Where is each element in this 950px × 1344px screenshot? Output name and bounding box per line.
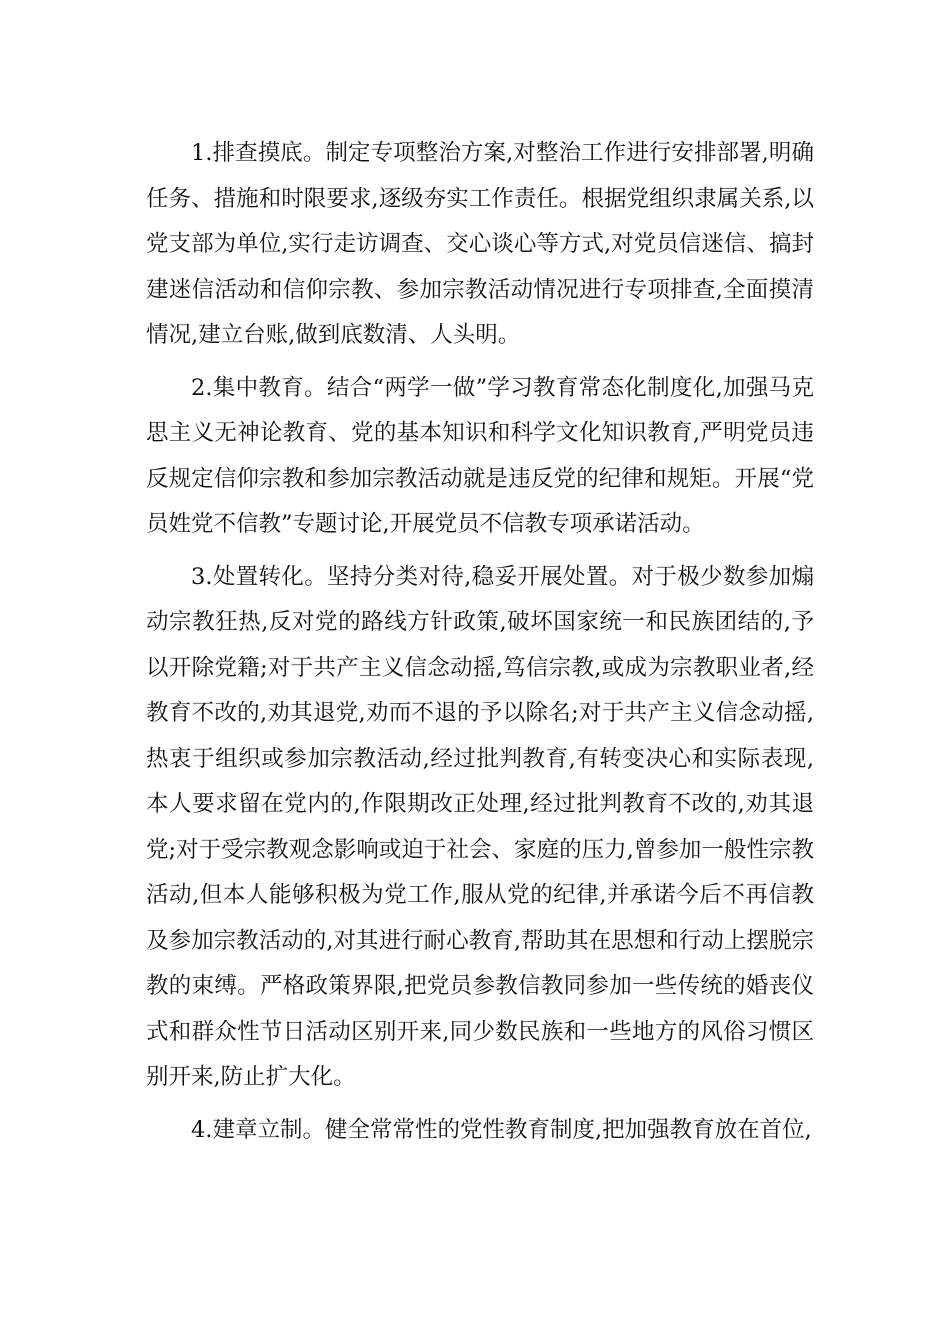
paragraph-2: 2.集中教育。结合“两学一做”学习教育常态化制度化,加强马克思主义无神论教育、党的基本知识和科学文化知识教育,严明党员违反规定信仰宗教和参加宗教活动就是违反党的纪律和规矩。开展“党员姓党不信教”专题讨论,开展党员不信教专项承诺活动。 (146, 374, 814, 537)
paragraph-1: 1.排查摸底。制定专项整治方案,对整治工作进行安排部署,明确任务、措施和时限要求,逐级夯实工作责任。根据党组织隶属关系,以党支部为单位,实行走访调查、交心谈心等方式,对党员信迷信、搞封建迷信活动和信仰宗教、参加宗教活动情况进行专项排查,全面摸清情况,建立台账,做到底数清、人头明。 (146, 140, 814, 348)
document-body (146, 131, 814, 1160)
paragraph-4: 4.建章立制。健全常常性的党性教育制度,把加强教育放在首位, (191, 1116, 812, 1143)
paragraph-3: 3.处置转化。坚持分类对待,稳妥开展处置。对于极少数参加煽动宗教狂热,反对党的路线方针政策,破坏国家统一和民族团结的,予以开除党籍;对于共产主义信念动摇,笃信宗教,或成为宗教职业者,经教育不改的,劝其退党,劝而不退的予以除名;对于共产主义信念动摇,热衷于组织或参加宗教活动,经过批判教育,有转变决心和实际表现,本人要求留在党内的,作限期改正处理,经过批判教育不改的,劝其退党;对于受宗教观念影响或迫于社会、家庭的压力,曾参加一般性宗教活动,但本人能够积极为党工作,服从党的纪律,并承诺今后不再信教及参加宗教活动的,对其进行耐心教育,帮助其在思想和行动上摆脱宗教的束缚。严格政策界限,把党员参教信教同参加一些传统的婚丧仪式和群众性节日活动区别开来,同少数民族和一些地方的风俗习惯区别开来,防止扩大化。 (146, 563, 814, 1090)
